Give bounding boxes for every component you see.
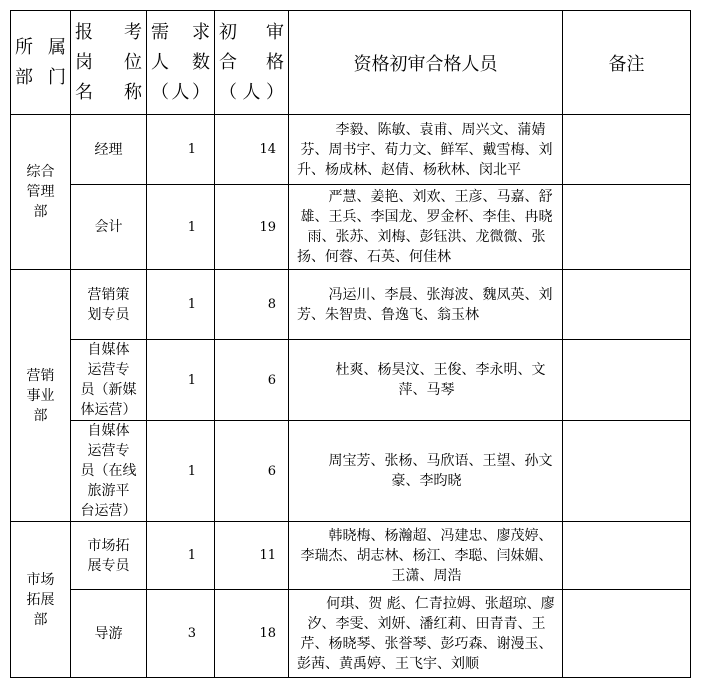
remark-cell [563,522,691,590]
pass-count: 14 [215,115,289,185]
table-row [11,590,691,678]
need-count: 1 [147,185,215,270]
pass-count: 11 [215,522,289,590]
post-cell: 营销策 划专员 [71,270,147,340]
need-count: 1 [147,522,215,590]
header-remark: 备注 [563,11,691,115]
table-row [11,340,691,421]
post-cell: 市场拓 展专员 [71,522,147,590]
names-cell: 韩晓梅、杨瀚超、冯建忠、廖茂婷、李瑞杰、胡志林、杨江、李聪、闫妹媚、王潇、周浩 [289,522,563,590]
names-cell: 杜爽、杨昊汶、王俊、李永明、文萍、马琴 [289,340,563,421]
post-cell: 自媒体 运营专 员（在线 旅游平 台运营） [71,421,147,522]
post-cell: 自媒体 运营专 员（新媒 体运营） [71,340,147,421]
table-row [11,115,691,185]
pass-count: 8 [215,270,289,340]
header-pass: 初 审 合 格 （人） [215,11,289,115]
need-count: 1 [147,421,215,522]
post-cell: 会计 [71,185,147,270]
remark-cell [563,421,691,522]
names-cell: 严慧、姜艳、刘欢、王彦、马嘉、舒雄、王兵、李国龙、罗金杯、李佳、冉晓雨、张苏、刘梅、彭钰洪、龙微微、张扬、何蓉、石英、何佳林 [289,185,563,270]
header-dept: 所属 部门 [11,11,71,115]
table-row [11,270,691,340]
pass-count: 6 [215,340,289,421]
header-need: 需 求 人 数 （人） [147,11,215,115]
table-row [11,522,691,590]
dept-cell: 营销 事业 部 [11,270,71,522]
pass-count: 19 [215,185,289,270]
table-row [11,421,691,522]
need-count: 1 [147,115,215,185]
header-names: 资格初审合格人员 [289,11,563,115]
dept-cell: 市场 拓展 部 [11,522,71,678]
table-row [11,185,691,270]
need-count: 1 [147,340,215,421]
names-cell: 何琪、贺 彪、仁青拉姆、张超琼、廖汐、李雯、刘妍、潘红莉、田青青、王芹、杨晓琴、张誉琴、彭巧森、谢漫玉、彭茜、黄禹婷、王飞宇、刘顺 [289,590,563,678]
need-count: 3 [147,590,215,678]
remark-cell [563,340,691,421]
names-cell: 李毅、陈敏、袁甫、周兴文、蒲婧芬、周书宇、荀力文、鲜军、戴雪梅、刘升、杨成林、赵倩、杨秋林、闵北平 [289,115,563,185]
dept-cell: 综合 管理 部 [11,115,71,270]
names-cell: 周宝芳、张杨、马欣语、王望、孙文豪、李昀晓 [289,421,563,522]
header-row [11,11,691,115]
pass-count: 6 [215,421,289,522]
qualified-candidates-table [10,10,691,678]
post-cell: 导游 [71,590,147,678]
need-count: 1 [147,270,215,340]
remark-cell [563,115,691,185]
remark-cell [563,590,691,678]
pass-count: 18 [215,590,289,678]
names-cell: 冯运川、李晨、张海波、魏凤英、刘芳、朱智贵、鲁逸飞、翁玉林 [289,270,563,340]
header-post: 报 考 岗 位 名称 [71,11,147,115]
remark-cell [563,270,691,340]
remark-cell [563,185,691,270]
post-cell: 经理 [71,115,147,185]
